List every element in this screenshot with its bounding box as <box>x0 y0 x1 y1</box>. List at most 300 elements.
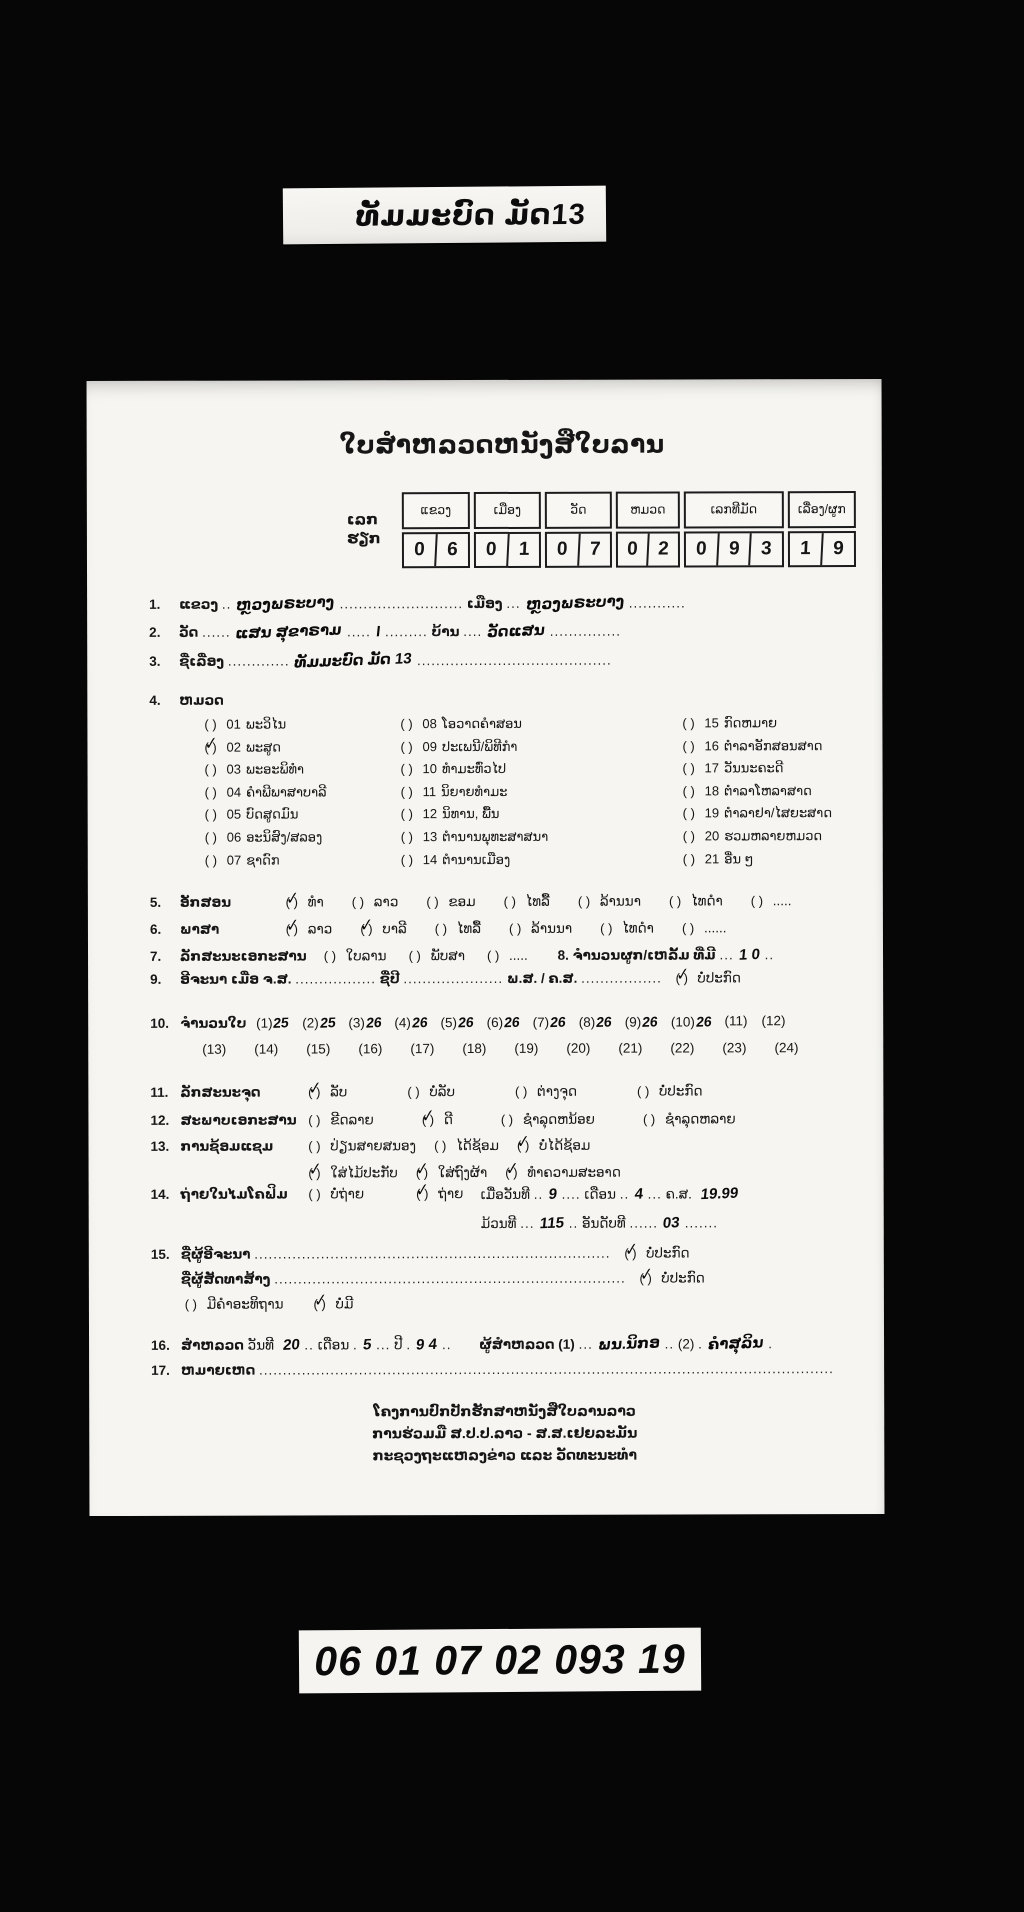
option-label: ປ່ຽນສາຍສນອງ <box>330 1138 417 1154</box>
item-label: ສະພາບເອກະສານ <box>180 1112 297 1128</box>
handwritten-leaf-count: 25 <box>319 1014 337 1031</box>
checkbox <box>600 921 618 937</box>
option-label: ...... <box>703 920 727 936</box>
leaf-slot <box>533 1014 566 1032</box>
microfilm-details: ເມື່ອວັນທີ .. 9 .... ເດືອນ .. 4 ... ຄ.ສ. 19.99 ມ້ວນທີ ... 115 .. ອັນດັບທີ ...... 03 ....... <box>480 1184 740 1233</box>
option-label: ບໍ່ປະກົດ <box>697 970 741 986</box>
option-label: ດີ <box>443 1112 453 1128</box>
option <box>682 920 727 937</box>
category-item: ( )12 ນິທານ, ພື້ນ <box>401 806 683 829</box>
item-label: ບ້ານ <box>431 624 460 640</box>
call-column-fascicle <box>788 491 856 567</box>
item-number: 16. <box>151 1337 170 1353</box>
checkbox <box>308 1165 326 1181</box>
leaf-slot <box>579 1014 612 1032</box>
item-row-scribe: 15. ຊື່ຜູ້ອີຈະນາ ........................................................................... ( ) ✓ ບໍ່ປະກົດ <box>151 1245 858 1264</box>
item-number: 9. <box>150 971 162 987</box>
digit-cell: 9 <box>716 533 750 565</box>
item-row-leaf-count <box>150 1013 857 1059</box>
handwritten-temple-suffix: I <box>375 623 381 641</box>
checkbox <box>517 1138 535 1154</box>
category-item: ( )19 ຕຳລາຢາ/ໄສຍະສາດ <box>683 805 832 828</box>
item-row-microfilm <box>150 1184 858 1233</box>
category-item: ( )03 ພະອະພິທຳ <box>205 761 401 784</box>
option-label: ໃສ່ໄມ້ປະກັບ <box>330 1165 398 1181</box>
option-label: ໄດ້ຊ້ອມ <box>456 1137 500 1154</box>
checkbox <box>504 894 522 910</box>
item-number: 2. <box>149 624 161 640</box>
option <box>308 1165 397 1182</box>
checkbox <box>286 894 304 910</box>
checkbox <box>308 1186 326 1202</box>
category-item-label: ພະວິໄນ <box>245 716 287 732</box>
digit-cell: 7 <box>577 534 611 566</box>
option-label: ..... <box>509 947 528 963</box>
leaf-slot-number: (7) <box>532 1014 550 1030</box>
checkbox <box>682 715 700 731</box>
option <box>314 1296 354 1313</box>
checkbox <box>435 921 453 937</box>
option-label: ໄທລື້ <box>525 893 550 909</box>
leaf-slot <box>440 1014 473 1032</box>
digit-cell: 3 <box>749 533 783 565</box>
option-label: ຖ່າຍ <box>438 1186 464 1202</box>
item-label: ຫມວດ <box>179 692 224 708</box>
item-number: 10. <box>150 1015 169 1031</box>
item-number: 12. <box>150 1112 170 1128</box>
handwritten-leaf-count: 26 <box>695 1013 713 1030</box>
handwritten-surveyor-1: ພນ.ນິກອ <box>597 1334 661 1354</box>
leaf-slot-number: (21) <box>618 1040 643 1056</box>
leaf-slot-number: (11) <box>724 1013 748 1029</box>
leaf-slot <box>254 1041 279 1058</box>
leaf-slot <box>761 1013 786 1031</box>
category-item-label: ຕຳນານພຸທະສາສນາ <box>442 828 549 845</box>
leaf-slot-number: (22) <box>670 1040 695 1056</box>
handwritten-leaf-count: 26 <box>411 1013 429 1031</box>
item-row-sponsor: ຊື່ຜູ້ສັດທາສ້າງ .......................................................................... ( ) ✓ ບໍ່ປະກົດ <box>151 1270 858 1289</box>
option <box>409 948 466 965</box>
category-column-3 <box>682 715 832 874</box>
item-number: 5. <box>149 894 162 910</box>
call-column-digits <box>545 532 612 568</box>
item-number: 15. <box>150 1246 170 1262</box>
checkbox <box>205 762 223 778</box>
option <box>185 1297 284 1314</box>
category-item-label: ອະນິສົງ/ສລອງ <box>246 829 323 845</box>
option <box>517 1138 590 1155</box>
footer-line: ການຮ່ວມມື ສ.ປ.ປ.ລາວ - ສ.ສ.ເຢຍລະມັນ <box>372 1424 638 1442</box>
checkbox <box>676 970 694 986</box>
category-item: ( )06 ອະນິສົງ/ສລອງ <box>205 829 401 852</box>
handwritten-survey-day: 20 <box>281 1336 301 1354</box>
checkbox <box>682 738 700 754</box>
option <box>487 948 528 965</box>
category-item-label: ທຳມະທົ່ວໄປ <box>441 761 507 777</box>
checkbox <box>400 716 418 732</box>
call-column-bundle-number <box>684 491 784 567</box>
leaf-slot-number: (10) <box>670 1014 695 1030</box>
digit-cell: 6 <box>434 534 469 566</box>
option-label: ໄທລື້ <box>456 921 482 937</box>
call-column-digits <box>684 531 784 567</box>
digit-cell: 1 <box>799 538 812 560</box>
option <box>308 1112 374 1129</box>
option <box>286 921 333 938</box>
category-item-label: ບົດສູດມົນ <box>246 806 299 823</box>
category-item-label: ຄຳພີພາສາບາລີ <box>246 784 327 800</box>
category-item: ( )17 ວັນນະຄະດີ <box>683 760 832 783</box>
category-item: ( )05 ບົດສູດມົນ <box>205 807 401 830</box>
call-column-digits <box>474 532 541 568</box>
item-label: ຫມາຍເຫດ <box>181 1362 256 1378</box>
checkbox <box>683 806 701 822</box>
option <box>324 948 387 965</box>
checkbox <box>683 761 701 777</box>
handwritten-day: 9 <box>547 1185 558 1204</box>
category-item-label: ໂອວາດຄຳສອນ <box>441 715 522 732</box>
checkbox <box>204 739 222 755</box>
call-column-header: ຫມວດ <box>616 491 680 528</box>
microfilm-index-label: ອັນດັບທີ <box>581 1215 626 1231</box>
leaf-slot <box>348 1014 381 1032</box>
category-item-label: ພະອະພິທຳ <box>245 761 305 777</box>
category-item-label: ຕຳລາໂຫລາສາດ <box>724 782 812 799</box>
microfilm-month-label: ເດືອນ <box>584 1186 616 1202</box>
item-label: ຊື່ຜູ້ສັດທາສ້າງ <box>180 1271 271 1287</box>
item-row-remarks: 17. ຫມາຍເຫດ ......................................................................................................................... <box>151 1361 834 1378</box>
leaf-slot-number: (16) <box>358 1041 383 1057</box>
option <box>416 1186 463 1203</box>
leaf-slot <box>202 1042 227 1059</box>
item-number: 4. <box>149 692 161 708</box>
category-item-label: ວັນນະຄະດີ <box>723 760 784 776</box>
leaf-slot-number: (17) <box>410 1041 435 1057</box>
leaf-slot <box>256 1015 289 1033</box>
leaf-slot-number: (23) <box>722 1040 747 1056</box>
item-label: ການຊ້ອມແຊມ <box>180 1138 274 1154</box>
leaf-slot <box>618 1040 643 1057</box>
checkbox <box>314 1296 332 1312</box>
call-column-header: ແຂວງ <box>402 492 470 529</box>
leaf-slot <box>774 1040 799 1057</box>
leaf-slot <box>306 1041 331 1058</box>
handwritten-year: 19.99 <box>699 1184 740 1204</box>
leaf-slot <box>394 1014 427 1032</box>
handwritten-survey-month: 5 <box>361 1336 373 1354</box>
checkbox <box>401 784 419 800</box>
digit-cell: 1 <box>506 534 540 566</box>
category-item: ( )10 ທຳມະທົ່ວໄປ <box>401 761 683 784</box>
option <box>505 1165 621 1182</box>
handwritten-temple: ແສນ ສຸຂາຣາມ <box>234 621 343 643</box>
option-label: ..... <box>772 893 792 909</box>
category-item: ( )09 ປະເພນີ/ພິທີກຳ <box>400 738 682 761</box>
item-row-category-header <box>149 691 856 710</box>
leaf-slot-number: (4) <box>394 1015 411 1031</box>
checkbox <box>185 1297 203 1313</box>
category-item-label: ປະເພນີ/ພິທີກຳ <box>441 738 518 754</box>
handwritten-leaf-count: 26 <box>365 1013 383 1031</box>
top-catalogue-label-text: ທັມມະບົດ ມັດ13 <box>355 198 587 233</box>
checkbox <box>509 921 527 937</box>
checkbox <box>324 948 342 964</box>
checkbox <box>286 921 304 937</box>
handwritten-surveyor-2: ຄຳສຸລິນ <box>707 1334 765 1354</box>
checkbox <box>401 761 419 777</box>
item-number: 13. <box>150 1138 170 1154</box>
item-row-prayer <box>151 1295 858 1314</box>
category-item-label: ຕຳນານເມືອງ <box>442 851 511 867</box>
item-row-survey: 16. ສຳຫລວດ ວັນທີ 20 .. ເດືອນ . 5 ... ປີ . 9 4 .. ຜູ້ສຳຫລວດ (1) ... ພນ.ນິກອ .. (2) . ຄຳສຸລິນ . <box>151 1334 773 1354</box>
category-item: ( )11 ນິຍາຍທຳມະ <box>401 783 683 806</box>
checkbox <box>578 894 596 910</box>
bottom-code-text: 06 01 07 02 093 19 <box>314 1635 686 1685</box>
top-catalogue-label <box>283 186 606 245</box>
item-number: 3. <box>149 653 161 669</box>
call-number-table <box>402 491 856 568</box>
checkbox <box>308 1138 326 1154</box>
leaf-slot-number: (14) <box>254 1041 279 1057</box>
option <box>308 1138 416 1155</box>
leaf-slot-number: (2) <box>302 1015 319 1031</box>
item-label: ເມືອງ <box>466 595 503 612</box>
item-number: 11. <box>150 1084 169 1100</box>
checkbox <box>409 948 427 964</box>
checkbox <box>682 920 700 936</box>
checkbox <box>505 1165 523 1181</box>
option <box>600 921 654 938</box>
leaf-slot-number: (6) <box>486 1014 504 1030</box>
category-item-label: ອື່ນ ໆ <box>724 850 754 866</box>
item-label: ຊື່ເລື່ອງ <box>179 653 225 669</box>
category-item: ( )13 ຕຳນານພຸທະສາສນາ <box>401 828 683 851</box>
handwritten-province: ຫຼວງພຣະບາງ <box>235 593 336 615</box>
call-column-header: ເລກທີມັດ <box>684 491 784 528</box>
category-item: ( )08 ໂອວາດຄຳສອນ <box>400 715 682 738</box>
footer-line: ໂຄງການປົກປັກຮັກສາຫນັງສືໃບລານລາວ <box>373 1402 636 1420</box>
option <box>509 921 572 938</box>
form-footer <box>151 1399 858 1467</box>
microfilm-year-label: ຄ.ສ. <box>665 1186 692 1202</box>
item-number: 8. <box>557 947 569 963</box>
handwritten-leaf-count: 25 <box>272 1014 291 1031</box>
form-title: ໃບສຳຫລວດຫນັງສືໃບລານ <box>339 430 665 460</box>
leaf-slot-number: (12) <box>761 1013 786 1029</box>
digit-cell: 9 <box>820 533 855 565</box>
option-label: ໃບລານ <box>345 948 387 964</box>
checkbox <box>751 893 769 909</box>
item-label: ແຂວງ <box>179 596 219 612</box>
checkbox <box>407 1084 425 1100</box>
option-label: ລາວ <box>373 894 399 910</box>
leaf-slot-number: (1) <box>256 1015 273 1031</box>
checkbox <box>352 894 370 910</box>
option-label: ບໍ່ປະກົດ <box>646 1245 690 1261</box>
option-label: ຊຳລຸດຫລາຍ <box>664 1111 736 1127</box>
call-column-header: ເລື່ອງ/ຜູກ <box>788 491 856 528</box>
item-label: ພາສາ <box>179 921 220 937</box>
option-label: ຕ່າງຈຸດ <box>536 1083 578 1099</box>
handwritten-manuscript-title: ທັມມະບົດ ມັດ 13 <box>293 650 413 672</box>
option-label: ບາລີ <box>382 921 407 937</box>
checkbox <box>669 893 687 909</box>
leaf-slot-number: (8) <box>578 1014 596 1030</box>
category-columns <box>149 715 856 875</box>
option-label: ຂອມ <box>448 894 476 910</box>
call-column-category <box>616 491 680 567</box>
leaf-slot-number: (18) <box>462 1040 487 1056</box>
option-label: ລັບ <box>330 1084 348 1100</box>
leaf-slot <box>514 1041 539 1058</box>
checkbox <box>308 1112 326 1128</box>
category-item: ( ) ✓02 ພະສູດ <box>204 739 400 762</box>
checkbox <box>205 830 223 846</box>
leaf-slot <box>671 1013 712 1031</box>
option <box>426 894 475 911</box>
checkbox <box>401 852 419 868</box>
option-label: ບໍ່ລັບ <box>429 1084 456 1100</box>
category-item: ( )21 ອື່ນ ໆ <box>683 851 832 874</box>
item-label: ຖ່າຍໃນໄມໂຄຟິມ <box>180 1186 288 1202</box>
category-item: ( )14 ຕຳນານເມືອງ <box>401 851 683 874</box>
option <box>286 894 324 911</box>
option-label: ພັບສາ <box>430 948 466 964</box>
leaf-slot-number: (24) <box>774 1040 799 1056</box>
leaf-slot-number: (9) <box>624 1014 642 1030</box>
option <box>422 1112 453 1129</box>
category-item-label: ຮວມຫລາຍຫມວດ <box>724 828 823 844</box>
handwritten-district: ຫຼວງພຣະບາງ <box>524 592 625 614</box>
leaf-slot <box>487 1014 520 1032</box>
checkbox <box>643 1112 661 1128</box>
item-label: ຊື່ຜູ້ອີຈະນາ <box>180 1246 251 1262</box>
call-column-header: ເມືອງ <box>474 492 541 529</box>
call-column-digits <box>788 531 856 567</box>
option <box>676 970 741 985</box>
item-row-province: 1. ແຂວງ .. ຫຼວງພຣະບາງ .......................... ເມືອງ ... ຫຼວງພຣະບາງ ............ <box>149 592 686 615</box>
item-number: 17. <box>151 1362 170 1378</box>
surveyor-label: ຜູ້ສຳຫລວດ (1) <box>479 1336 575 1353</box>
item-number: 7. <box>150 948 162 964</box>
option <box>639 1270 704 1285</box>
option <box>515 1084 577 1101</box>
handwritten-leaf-count: 26 <box>641 1013 659 1030</box>
checkbox <box>426 894 444 910</box>
item-label: ສຳຫລວດ <box>181 1337 244 1353</box>
category-item-label: ນິທານ, ພື້ນ <box>442 806 500 822</box>
item-label: ພ.ສ. / ຄ.ສ. <box>506 970 578 986</box>
option <box>637 1083 703 1100</box>
checkbox <box>434 1138 452 1154</box>
checkbox <box>401 807 419 823</box>
category-item-label: ພະສູດ <box>245 739 281 755</box>
category-item: ( )16 ຕຳລາອັກສອນສາດ <box>682 738 831 761</box>
option-label: ທຳ <box>307 894 324 910</box>
category-column-2 <box>400 715 682 874</box>
microfilm-date-label: ເມື່ອວັນທີ <box>480 1186 531 1203</box>
checkbox <box>205 784 223 800</box>
option <box>751 893 792 910</box>
handwritten-roll-number: 115 <box>538 1214 565 1233</box>
item-label: ຈຳນວນໃບ <box>180 1015 247 1031</box>
option-label: ລ້ານນາ <box>531 920 573 936</box>
digit-cell: 0 <box>695 538 708 560</box>
item-label: ຈຳນວນຜູກ/ເຫລັ້ມ ທີ່ມີ <box>572 947 716 963</box>
leaf-slot-number: (13) <box>202 1041 227 1057</box>
call-column-header: ວັດ <box>545 492 612 529</box>
option-label: ລາວ <box>307 921 333 937</box>
option <box>308 1186 364 1203</box>
category-item-label: ຊາດົກ <box>246 852 280 868</box>
option-label: ໄທດຳ <box>690 893 723 909</box>
checkbox <box>360 921 378 937</box>
option-label: ບໍ່ປະກົດ <box>658 1083 703 1099</box>
handwritten-leaf-count: 26 <box>595 1013 613 1031</box>
checkbox <box>204 717 222 733</box>
leaf-slot-number: (3) <box>348 1015 365 1031</box>
call-number-label: ເລກຮຽກ <box>346 511 381 548</box>
handwritten-fascicle-count: 1 0 <box>737 945 761 964</box>
option <box>643 1111 736 1128</box>
checkbox <box>624 1246 642 1262</box>
handwritten-index-number: 03 <box>662 1213 681 1232</box>
item-number: 6. <box>149 921 162 937</box>
bottom-code-label <box>299 1628 701 1694</box>
option-label: ທຳຄວາມສະອາດ <box>527 1164 621 1180</box>
digit-cell: 0 <box>626 538 639 560</box>
option-label: ໄທດຳ <box>622 920 654 936</box>
option <box>308 1084 347 1101</box>
leaf-slot <box>670 1040 695 1057</box>
item-label: ລັກສະນະຈຸດ <box>180 1084 261 1100</box>
item-row-repair <box>150 1137 857 1183</box>
item-row-title: 3. ຊື່ເລື່ອງ ............. ທັມມະບົດ ມັດ 13 ......................................... <box>149 650 612 672</box>
option <box>434 1138 499 1155</box>
leaf-slot <box>410 1041 435 1058</box>
handwritten-leaf-count: 26 <box>457 1013 475 1031</box>
handwritten-village: ວັດແສນ <box>486 621 546 642</box>
checkbox <box>401 829 419 845</box>
handwritten-month: 4 <box>633 1185 644 1203</box>
checkbox <box>683 851 701 867</box>
category-item: ( )18 ຕຳລາໂຫລາສາດ <box>683 783 832 806</box>
item-label: ຊື່ປີ <box>379 971 400 987</box>
digit-cell: 0 <box>485 539 498 561</box>
digit-cell: 0 <box>556 538 569 560</box>
leaf-slot <box>302 1014 335 1032</box>
checkbox <box>308 1084 326 1100</box>
digit-cell: 0 <box>413 539 426 561</box>
call-number-row <box>149 491 856 569</box>
leaf-slot-number: (15) <box>306 1041 331 1057</box>
leaf-slot <box>462 1041 487 1058</box>
option <box>501 1112 595 1129</box>
option-label: ບໍ່ມີ <box>335 1296 354 1312</box>
leaf-slot <box>625 1014 658 1032</box>
category-column-1 <box>204 716 400 875</box>
checkbox <box>400 739 418 755</box>
microfilm-roll-label: ມ້ວນທີ <box>480 1215 517 1231</box>
leaf-slot <box>722 1040 747 1057</box>
leaf-slot-number: (5) <box>440 1015 457 1031</box>
leaf-slot-number: (19) <box>514 1040 539 1056</box>
option-label: ມີຄຳອະທິຖານ <box>206 1296 284 1312</box>
item-number: 1. <box>149 596 161 612</box>
call-column-district <box>474 492 541 568</box>
option <box>504 894 550 911</box>
option-label: ບໍ່ປະກົດ <box>661 1270 705 1286</box>
